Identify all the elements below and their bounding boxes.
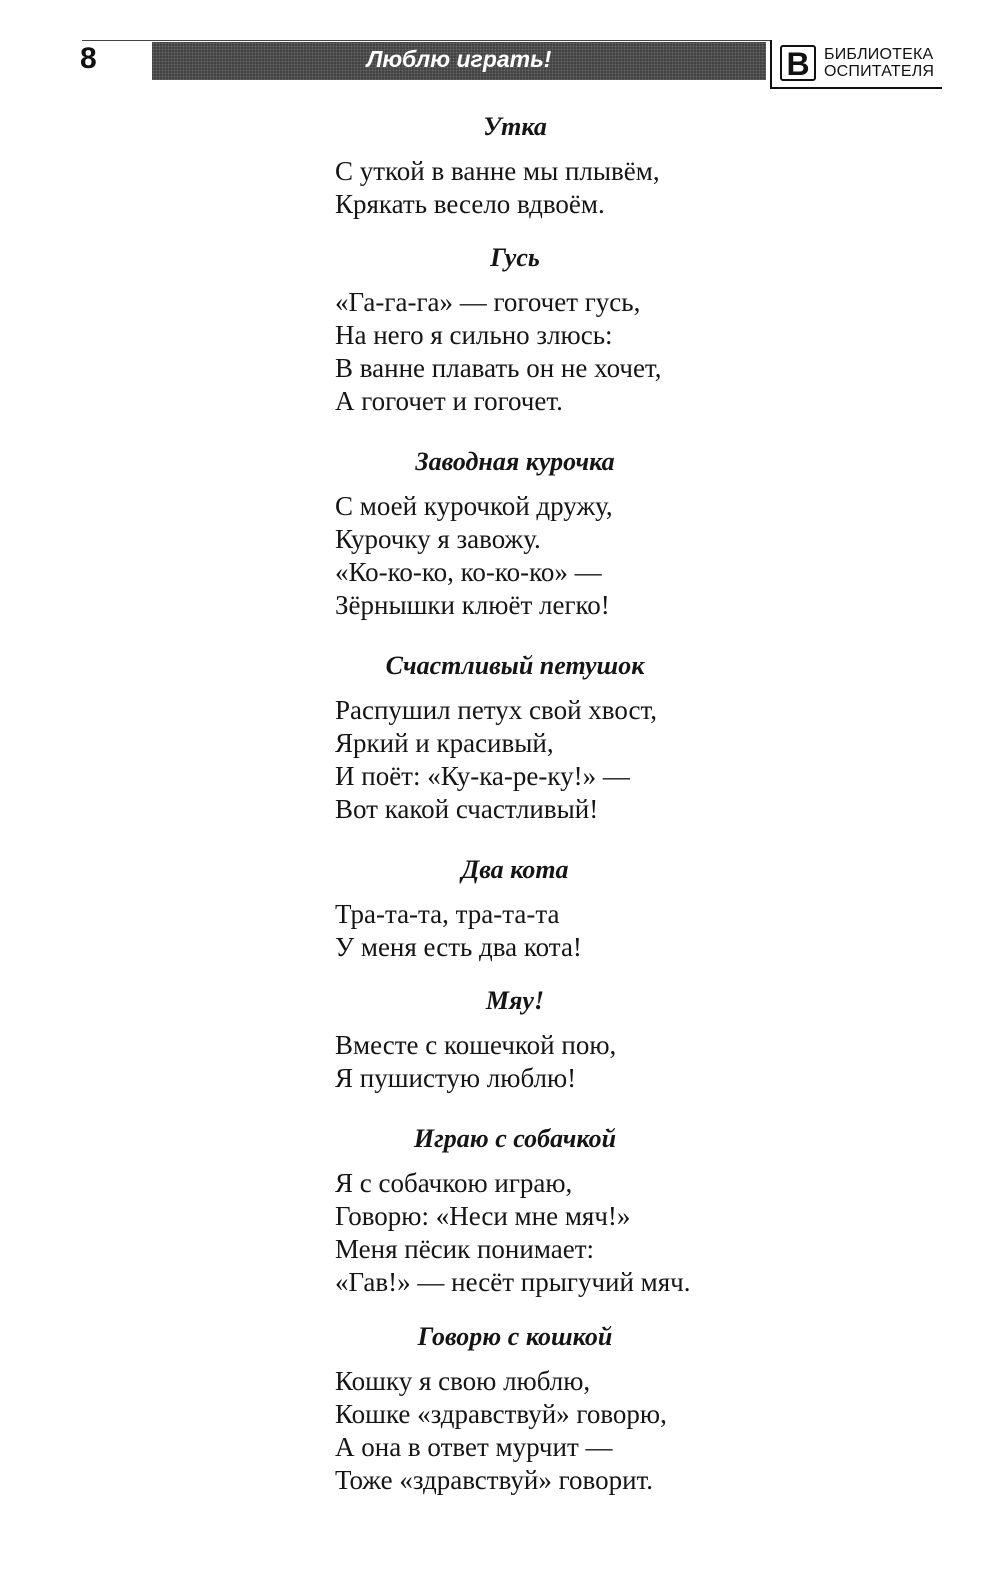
poem-title: Говорю с кошкой — [417, 1322, 613, 1351]
poem-line: У меня есть два кота! — [335, 932, 582, 962]
poem-body — [335, 1167, 691, 1299]
poem-body — [335, 1029, 616, 1095]
poem-line: «Гав!» — несёт прыгучий мяч. — [335, 1267, 691, 1297]
poem-title: Мяу! — [485, 986, 545, 1015]
poem-title: Играю с собачкой — [413, 1124, 617, 1153]
logo-letter: В — [786, 46, 810, 82]
header-rule — [82, 40, 770, 41]
logo-divider — [770, 40, 772, 89]
poem-line: Яркий и красивый, — [335, 728, 554, 758]
poem-line: Говорю: «Неси мне мяч!» — [335, 1201, 631, 1231]
poem-body — [335, 694, 657, 826]
poem-line: А она в ответ мурчит — — [335, 1432, 613, 1462]
poem-title: Гусь — [490, 243, 540, 272]
logo-underline — [770, 87, 942, 89]
poem-line: А гогочет и гогочет. — [335, 386, 563, 416]
poem-line: Распушил петух свой хвост, — [335, 695, 658, 725]
poem-body — [335, 155, 660, 221]
poem-line: Кошке «здравствуй» говорю, — [335, 1399, 667, 1429]
poem-line: «Ко-ко-ко, ко-ко-ко» — — [335, 557, 602, 587]
poem-body — [335, 1365, 667, 1497]
poem-title: Утка — [483, 112, 547, 141]
page-number: 8 — [80, 42, 97, 75]
page-header — [0, 0, 1000, 100]
series-logo — [780, 45, 816, 81]
poem-line: Тоже «здравствуй» говорит. — [335, 1465, 654, 1495]
poem-line: И поёт: «Ку-ка-ре-ку!» — — [335, 761, 630, 791]
poem-body — [335, 286, 661, 418]
poem-line: «Га-га-га» — гогочет гусь, — [335, 287, 641, 317]
series-name-line2: ОСПИТАТЕЛЯ — [824, 63, 935, 80]
poem-body — [335, 898, 582, 964]
poem-line: В ванне плавать он не хочет, — [335, 353, 662, 383]
series-name — [824, 46, 934, 80]
poem-line: С уткой в ванне мы плывём, — [335, 156, 660, 186]
poem-body — [335, 490, 613, 622]
poem-line: Вместе с кошечкой пою, — [335, 1030, 617, 1060]
poem-title: Заводная курочка — [415, 447, 615, 476]
poem-title: Счастливый петушок — [385, 651, 645, 680]
poem-line: Меня пёсик понимает: — [335, 1234, 595, 1264]
poem-line: Тра-та-та, тра-та-та — [335, 899, 560, 929]
running-title: Люблю играть! — [366, 46, 552, 72]
poem-line: Вот какой счастливый! — [335, 794, 599, 824]
poem-title: Два кота — [461, 855, 569, 884]
poem-line: Курочку я завожу. — [335, 524, 541, 554]
poem-line: Крякать весело вдвоём. — [335, 189, 605, 219]
poem-line: На него я сильно злюсь: — [335, 320, 613, 350]
poem-line: Я пушистую люблю! — [335, 1063, 577, 1093]
poem-line: С моей курочкой дружу, — [335, 491, 613, 521]
poem-line: Кошку я свою люблю, — [335, 1366, 591, 1396]
poem-line: Я с собачкою играю, — [335, 1168, 573, 1198]
poem-line: Зёрнышки клюёт легко! — [335, 590, 610, 620]
series-name-line1: БИБЛИОТЕКА — [824, 46, 934, 63]
